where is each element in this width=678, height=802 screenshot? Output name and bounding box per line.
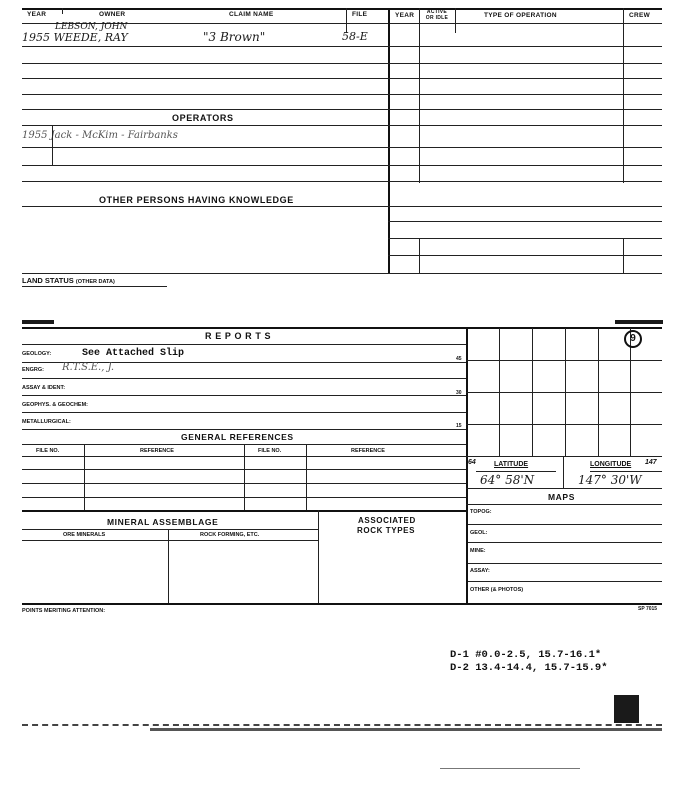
claims-row-5 (22, 109, 662, 110)
maps-title: MAPS (548, 492, 575, 502)
mineral-divider-right (318, 510, 319, 603)
scan-artifact-line (22, 724, 662, 726)
claims-row-1 (22, 46, 662, 47)
main-divider (388, 8, 390, 273)
maps-mine: MINE: (470, 548, 486, 554)
operators-row-2 (22, 165, 662, 166)
refs-row-4 (22, 497, 466, 498)
form-code: SP 7015 (638, 606, 658, 612)
land-status-label: LAND STATUS (22, 276, 74, 285)
reports-row-2 (22, 378, 466, 379)
claims-row-2 (22, 63, 662, 64)
grid-h-3 (466, 424, 662, 425)
rock-forming-label: ROCK FORMING, ETC. (200, 532, 260, 538)
latitude-value: 64° 58'N (480, 473, 535, 487)
other-persons-title: OTHER PERSONS HAVING KNOWLEDGE (99, 195, 294, 205)
right-row-7 (388, 221, 662, 222)
claims-row-4 (22, 94, 662, 95)
col-divider-owner (62, 8, 63, 14)
general-references-title: GENERAL REFERENCES (181, 432, 294, 442)
latlong-underline-right (590, 471, 662, 472)
drill-note-1: D-1 #0.0-2.5, 15.7-16.1* (450, 649, 602, 661)
scan-smear-right (615, 320, 663, 324)
latlong-bottom-rule (466, 488, 662, 489)
drill-note-2: D-2 13.4-14.4, 15.7-15.9* (450, 662, 608, 674)
maps-assay: ASSAY: (470, 568, 490, 574)
geology-value: See Attached Slip (82, 348, 185, 359)
scan-artifact-block (614, 695, 639, 723)
land-status-underline (22, 286, 167, 287)
maps-left-divider (466, 507, 468, 603)
refs-col-ref-1: REFERENCE (140, 448, 174, 454)
mineral-bottom-rule (22, 603, 662, 605)
claims-row-3 (22, 78, 662, 79)
grid-h-1 (466, 360, 662, 361)
ore-minerals-label: ORE MINERALS (63, 532, 106, 538)
top-border (22, 8, 662, 10)
refs-row-3 (22, 483, 466, 484)
operators-tick (52, 125, 53, 165)
col-header-claim-name: CLAIM NAME (229, 11, 274, 18)
claim-file-value: 58-E (342, 30, 368, 43)
location-top-rule (466, 456, 662, 457)
maps-other: OTHER (& PHOTOS) (470, 587, 524, 593)
col-divider-year-low (419, 238, 420, 273)
associated-line1: ASSOCIATED (358, 516, 416, 525)
right-row-6 (388, 125, 662, 126)
engrg-value: R.T.S.E., J. (62, 362, 115, 373)
longitude-value: 147° 30'W (578, 473, 642, 487)
mineral-assemblage-title: MINERAL ASSEMBLAGE (107, 517, 219, 527)
col-header-year-2: YEAR (395, 12, 415, 19)
latlong-divider (563, 456, 564, 488)
section-circle (624, 330, 642, 348)
mineral-divider-mid (168, 529, 169, 603)
refs-row-1 (22, 456, 466, 457)
reports-title: R E P O R T S (205, 331, 272, 341)
maps-row-3 (466, 563, 662, 564)
points-title: POINTS MERITING ATTENTION: (22, 608, 106, 614)
engrg-label: ENGRG: (22, 367, 44, 373)
refs-row-2 (22, 469, 466, 470)
refs-col-ref-2: REFERENCE (351, 448, 385, 454)
refs-divider-2 (244, 444, 245, 510)
maps-rule (466, 504, 662, 505)
refs-col-file-2: FILE NO. (258, 448, 282, 454)
col-divider-year (419, 8, 420, 183)
assay-label: ASSAY & IDENT: (22, 385, 66, 391)
operators-row-1 (22, 147, 662, 148)
maps-row-1 (466, 524, 662, 525)
scan-artifact-band (150, 728, 662, 731)
latlong-underline-left (476, 471, 556, 472)
claim-name-value: "3 Brown" (203, 30, 266, 44)
operators-entry: 1955 Jack - McKim - Fairbanks (22, 130, 178, 141)
scan-artifact-dots (440, 768, 580, 769)
col-header-type-operation: TYPE OF OPERATION (484, 12, 557, 19)
longitude-label: LONGITUDE (590, 461, 632, 468)
grid-h-2 (466, 392, 662, 393)
refs-divider-1 (84, 444, 85, 510)
associated-line2: ROCK TYPES (357, 526, 416, 535)
geophys-label: GEOPHYS. & GEOCHEM: (22, 402, 89, 408)
lat-mark: 64 (468, 459, 476, 466)
col-header-owner: OWNER (99, 11, 126, 18)
land-status-top-rule (22, 273, 662, 274)
geology-label: GEOLOGY: (22, 351, 52, 357)
reports-title-rule (22, 344, 466, 345)
refs-bottom-rule (22, 510, 466, 512)
col-header-file: FILE (352, 11, 368, 18)
right-row-8 (388, 238, 662, 239)
maps-geol: GEOL: (470, 530, 488, 536)
reports-row-4 (22, 412, 466, 413)
latitude-label: LATITUDE (494, 461, 529, 468)
maps-row-4 (466, 581, 662, 582)
other-persons-rule (22, 206, 662, 207)
long-mark: 147 (645, 459, 657, 466)
reports-row-3 (22, 395, 466, 396)
section-number: 9 (630, 333, 636, 344)
refs-col-file-1: FILE NO. (36, 448, 60, 454)
refs-divider-3 (306, 444, 307, 510)
right-row-9 (388, 255, 662, 256)
mineral-rule (22, 529, 318, 530)
col-header-crew: CREW (629, 12, 651, 19)
land-status-title (22, 276, 115, 285)
col-divider-active (455, 8, 456, 33)
operators-row-3 (22, 181, 662, 182)
col-divider-crew (623, 8, 624, 183)
maps-topog: TOPOG: (470, 509, 492, 515)
reports-row-5 (22, 429, 466, 430)
margin-number-30: 30 (456, 390, 462, 396)
margin-number-15: 15 (456, 423, 462, 429)
claim-owner-line1: LEBSON, JOHN (55, 22, 128, 32)
maps-row-2 (466, 542, 662, 543)
claim-owner-line2: 1955 WEEDE, RAY (22, 31, 128, 44)
scan-smear-left (22, 320, 54, 324)
metallurgical-label: METALLURGICAL: (22, 419, 71, 425)
operators-title: OPERATORS (172, 113, 234, 123)
col-header-year: YEAR (27, 11, 47, 18)
col-header-active-idle: ACTIVE OR IDLE (425, 9, 449, 21)
col-divider-crew-low (623, 238, 624, 273)
land-status-subtitle: (OTHER DATA) (75, 279, 115, 285)
operators-rule (22, 125, 388, 126)
margin-number-45: 45 (456, 356, 462, 362)
mineral-subrule (22, 540, 318, 541)
